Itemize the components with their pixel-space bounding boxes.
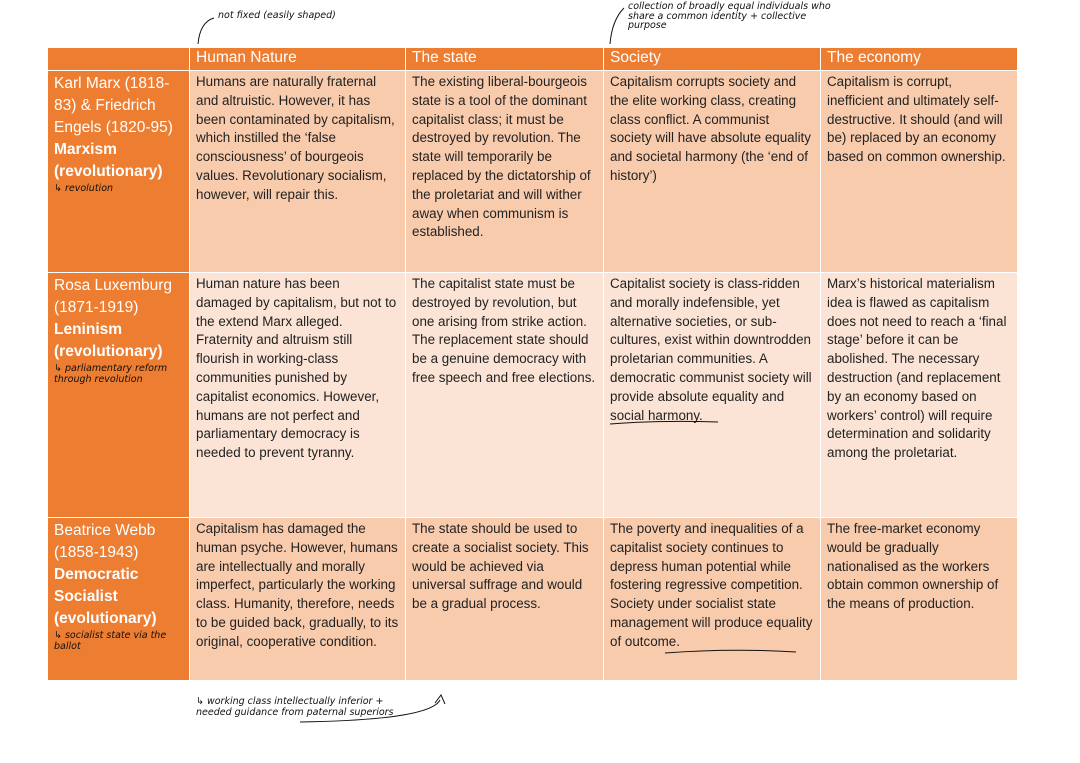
annotation-human-nature: not fixed (easily shaped): [218, 10, 336, 21]
annotation-society: collection of broadly equal individuals who share a common identity + collective purpose: [628, 1, 831, 31]
society-cell: Capitalist society is class-ridden and morally indefensible, yet alternative societies, or sub-cultures, exist within downtrodden proletarian communities. A democratic communist society will provide absolute equality and social harmony.: [604, 273, 821, 518]
thinker-name: Karl Marx (1818-83) & Friedrich Engels (1820-95): [54, 75, 173, 136]
state-cell: The existing liberal-bourgeois state is a tool of the dominant capitalist class; it must be destroyed by revolution. The state will temporarily be replaced by the dictatorship of the proletariat and will wither away when communism is established.: [406, 71, 604, 273]
ideology-label: Democratic Socialist (evolutionary): [54, 566, 157, 627]
handwritten-note: ↳ revolution: [54, 183, 114, 194]
header-state: The state: [406, 48, 604, 71]
human-nature-cell: Humans are naturally fraternal and altruistic. However, it has been contaminated by capitalism, which instilled the ‘false consciousness’ of bourgeois values. Revolutionary socialism, however, will repair this.: [190, 71, 406, 273]
ideology-label: Leninism (revolutionary): [54, 321, 163, 360]
economy-cell: The free-market economy would be gradually nationalised as the workers obtain common ownership of the means of production.: [821, 518, 1018, 681]
economy-cell: Capitalism is corrupt, inefficient and ultimately self-destructive. It should (and will be) replaced by an economy based on common ownership.: [821, 71, 1018, 273]
thinker-name: Beatrice Webb (1858-1943): [54, 522, 156, 561]
state-cell: The state should be used to create a socialist society. This would be achieved via universal suffrage and would be a gradual process.: [406, 518, 604, 681]
human-nature-cell: Capitalism has damaged the human psyche. However, humans are intellectually and morally imperfect, particularly the working class. Humanity, therefore, needs to be guided back, gradually, to its original, cooperative condition.: [190, 518, 406, 681]
handwritten-note: ↳ socialist state via the ballot: [54, 630, 167, 652]
annotation-webb: ↳ working class intellectually inferior + needed guidance from paternal superiors: [196, 696, 394, 718]
society-cell: Capitalism corrupts society and the elite working class, creating class conflict. A communist society will have absolute equality and societal harmony (the ‘end of history’): [604, 71, 821, 273]
header-human-nature: Human Nature: [190, 48, 406, 71]
thinker-name: Rosa Luxemburg (1871-1919): [54, 277, 173, 316]
header-economy: The economy: [821, 48, 1018, 71]
human-nature-cell: Human nature has been damaged by capitalism, but not to the extend Marx alleged. Fraternity and altruism still flourish in working-class communities punished by capitalist economics. However, humans are not perfect and parliamentary democracy is needed to prevent tyranny.: [190, 273, 406, 518]
society-cell: The poverty and inequalities of a capitalist society continues to depress human potential while fostering regressive competition. Society under socialist state management will produce equality of outcome.: [604, 518, 821, 681]
handwritten-note: ↳ parliamentary reform through revolution: [54, 363, 168, 385]
state-cell: The capitalist state must be destroyed by revolution, but one arising from strike action. The replacement state should be a genuine democracy with free speech and free elections.: [406, 273, 604, 518]
header-society: Society: [604, 48, 821, 71]
economy-cell: Marx’s historical materialism idea is flawed as capitalism does not need to reach a ‘final stage’ before it can be abolished. The necessary destruction (and replacement by an economy based on workers’ control) will require determination and solidarity among the proletariat.: [821, 273, 1018, 518]
ideology-label: Marxism (revolutionary): [54, 141, 163, 180]
